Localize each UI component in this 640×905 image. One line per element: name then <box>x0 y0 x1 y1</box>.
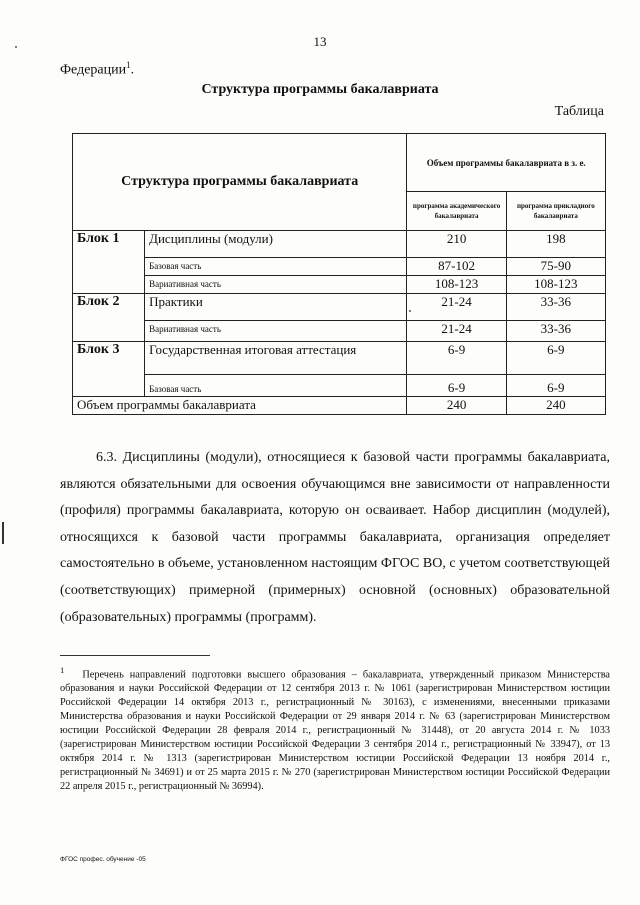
table-header-row <box>73 134 606 192</box>
table-row <box>73 258 606 276</box>
academic-value: 6-9 <box>407 342 506 375</box>
academic-value: 87-102 <box>407 258 506 276</box>
row-name: Вариативная часть <box>145 276 407 294</box>
scan-edge-mark <box>2 522 4 544</box>
total-academic: 240 <box>407 397 506 415</box>
applied-value: 33-36 <box>506 321 605 342</box>
paragraph-text: 6.3. Дисциплины (модули), относящиеся к базовой части программы бакалавриата, являются обязательными для освоения обучающимся вне зависимости от направленности (профиля) программы бакалавриата, которую он осваивает. Набор дисциплин (модулей), относящихся к базовой части программы бакалавриата, организация определяет самостоятельно в объеме, установленном настоящим ФГОС ВО, с учетом соответствующей (соответствующих) примерной (примерных) основной (основных) образовательной (образовательных) программы (программ). <box>60 450 610 625</box>
header-applied: программа прикладного бакалавриата <box>506 192 605 231</box>
academic-value: 6-9 <box>407 375 506 397</box>
total-row <box>73 397 606 415</box>
total-applied: 240 <box>506 397 605 415</box>
table-row <box>73 321 606 342</box>
row-name: Дисциплины (модули) <box>145 231 407 258</box>
program-structure-table <box>72 133 606 415</box>
block-label: Блок 2 <box>73 294 145 321</box>
table-row <box>73 342 606 375</box>
scan-speck <box>409 310 411 312</box>
block-label <box>73 276 145 294</box>
row-name: Базовая часть <box>145 258 407 276</box>
footnote-divider <box>60 655 210 656</box>
academic-value: 21-24 <box>407 294 506 321</box>
body-paragraph <box>60 445 610 631</box>
footnote-text: Перечень направлений подготовки высшего образования – бакалавриата, утвержденный приказом Министерства образования и науки Российской Федерации от 12 сентября 2013 г. № 1061 (зарегистрирован Министерством юстиции Российской Федерации 14 октября 2013 г., регистрационный № 30163), с изменениями, внесенными приказами Министерства образования и науки Российской Федерации от 29 января 2014 г. № 63 (зарегистрирован Министерством юстиции Российской Федерации 28 февраля 2014 г., регистрационный № 31448), от 20 августа 2014 г. № 1033 (зарегистрирован Министерством юстиции Российской Федерации 3 сентября 2014 г., регистрационный № 33947), от 13 октября 2014 г. № 1313 (зарегистрирован Министерством юстиции Российской Федерации 13 ноября 2014 г., регистрационный № 34691) и от 25 марта 2015 г. № 270 (зарегистрирован Министерством юстиции Российской Федерации 22 апреля 2015 г., регистрационный № 36994). <box>60 669 610 793</box>
total-label: Объем программы бакалавриата <box>73 397 407 415</box>
section-heading: Структура программы бакалавриата <box>201 82 439 97</box>
intro-tail: . <box>130 62 135 78</box>
row-name: Вариативная часть <box>145 321 407 342</box>
academic-value: 108-123 <box>407 276 506 294</box>
applied-value: 198 <box>506 231 605 258</box>
page-footer: ФГОС профес. обучение -05 <box>60 856 146 863</box>
footnote-ref[interactable]: 1 <box>126 60 131 70</box>
table-row <box>73 375 606 397</box>
table-row <box>73 294 606 321</box>
intro-line <box>60 60 134 79</box>
footnote-number: 1 <box>60 665 65 675</box>
header-volume: Объем программы бакалавриата в з. е. <box>407 134 606 192</box>
table-row <box>73 276 606 294</box>
footnote <box>60 663 610 794</box>
block-label <box>73 375 145 397</box>
block-label <box>73 258 145 276</box>
applied-value: 75-90 <box>506 258 605 276</box>
applied-value: 6-9 <box>506 375 605 397</box>
header-academic: программа академического бакалавриата <box>407 192 506 231</box>
row-name: Практики <box>145 294 407 321</box>
applied-value: 33-36 <box>506 294 605 321</box>
table-caption: Таблица <box>554 104 604 119</box>
applied-value: 6-9 <box>506 342 605 375</box>
scan-speck <box>15 46 17 48</box>
table-row <box>73 231 606 258</box>
block-label <box>73 321 145 342</box>
academic-value: 210 <box>407 231 506 258</box>
block-label: Блок 1 <box>73 231 145 258</box>
row-name: Базовая часть <box>145 375 407 397</box>
page-number: 13 <box>313 34 327 49</box>
intro-text: Федерации <box>60 62 127 78</box>
applied-value: 108-123 <box>506 276 605 294</box>
header-structure: Структура программы бакалавриата <box>73 134 407 231</box>
academic-value: 21-24 <box>407 321 506 342</box>
row-name: Государственная итоговая аттестация <box>145 342 407 375</box>
block-label: Блок 3 <box>73 342 145 375</box>
